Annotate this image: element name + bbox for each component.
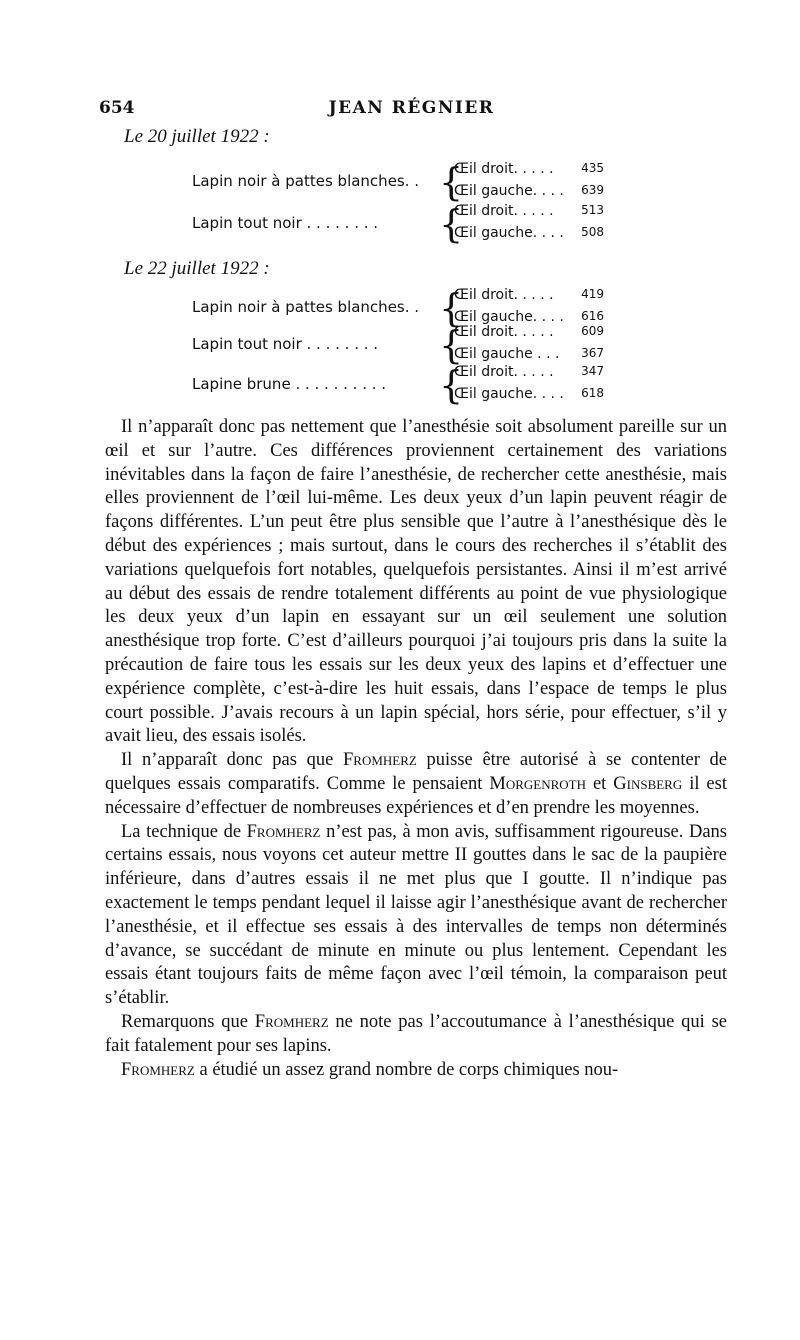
brace-icon: { bbox=[439, 323, 464, 367]
eye-value: 616 bbox=[581, 309, 604, 323]
brace-icon: { bbox=[439, 286, 464, 330]
author-name: Fromherz bbox=[246, 821, 321, 842]
author-name: Ginsberg bbox=[613, 773, 683, 794]
eye-label: Œil droit. . . . . bbox=[454, 287, 554, 303]
author-name: Morgenroth bbox=[489, 773, 586, 794]
animal-label: Lapin noir à pattes blanches. . bbox=[192, 298, 420, 316]
measurement-group bbox=[192, 161, 632, 205]
eye-label: Œil droit. . . . . bbox=[454, 161, 554, 177]
author-name: Fromherz bbox=[342, 750, 417, 771]
eye-label: Œil gauche. . . . bbox=[454, 225, 564, 241]
eye-label: Œil gauche. . . . bbox=[454, 309, 564, 325]
paragraph: Fromherz a étudié un assez grand nombre de corps chimiques nou- bbox=[121, 1059, 619, 1080]
eye-label: Œil droit. . . . . bbox=[454, 203, 554, 219]
brace-icon: { bbox=[439, 202, 464, 246]
date-heading-1: Le 20 juillet 1922 : bbox=[124, 126, 270, 147]
measurement-row bbox=[454, 386, 604, 406]
brace-icon: { bbox=[439, 160, 464, 204]
eye-value: 639 bbox=[581, 183, 604, 197]
eye-label: Œil gauche. . . . bbox=[454, 386, 564, 402]
animal-label: Lapin tout noir . . . . . . . . bbox=[192, 214, 379, 232]
measurement-group bbox=[192, 324, 632, 368]
page-header bbox=[99, 98, 724, 122]
body-text bbox=[105, 416, 727, 1082]
page-number: 654 bbox=[99, 98, 135, 118]
eye-value: 609 bbox=[581, 324, 604, 338]
measurement-row bbox=[454, 225, 604, 245]
eye-value: 347 bbox=[581, 364, 604, 378]
eye-label: Œil gauche. . . . bbox=[454, 183, 564, 199]
date-heading-2: Le 22 juillet 1922 : bbox=[124, 258, 270, 279]
paragraph: Remarquons que Fromherz ne note pas l’accoutumance à l’anesthésique qui se fait fatalement pour ses lapins. bbox=[105, 1011, 727, 1056]
measurement-group bbox=[192, 364, 632, 408]
author-name: Fromherz bbox=[121, 1059, 195, 1080]
paragraph: Il n’apparaît donc pas que Fromherz puisse être autorisé à se contenter de quelques essais comparatifs. Comme le pensaient Morgenroth et Ginsberg il est nécessaire d’effectuer de nombreuses expériences et d’en prendre les moyennes. bbox=[105, 750, 727, 818]
animal-label: Lapin noir à pattes blanches. . bbox=[192, 172, 420, 190]
running-title: JEAN RÉGNIER bbox=[328, 98, 495, 118]
paragraph: La technique de Fromherz n’est pas, à mon avis, suffisamment rigoureuse. Dans certains essais, nous voyons cet auteur mettre II gouttes dans le sac de la paupière inférieure, dans d’autres essais il ne met plus que I goutte. Il n’indique pas exactement le temps pendant lequel il laisse agir l’anesthésique avant de rechercher l’anesthésie, et il effectue ses essais à des intervalles de temps non déterminés d’avance, se succédant de minute en minute ou plus lentement. Cependant les essais étant toujours faits de même façon avec l’œil témoin, la comparaison peut s’établir. bbox=[105, 821, 727, 1009]
animal-label: Lapin tout noir . . . . . . . . bbox=[192, 335, 379, 353]
eye-value: 419 bbox=[581, 287, 604, 301]
author-name: Fromherz bbox=[254, 1011, 329, 1032]
eye-label: Œil droit. . . . . bbox=[454, 364, 554, 380]
measurement-row bbox=[454, 183, 604, 203]
eye-value: 618 bbox=[581, 386, 604, 400]
measurement-row bbox=[454, 364, 604, 384]
eye-label: Œil gauche . . . bbox=[454, 346, 560, 362]
animal-label: Lapine brune . . . . . . . . . . bbox=[192, 375, 387, 393]
measurement-row bbox=[454, 346, 604, 366]
paragraph: Il n’apparaît donc pas nettement que l’anesthésie soit absolument pareille sur un œil et sur l’autre. Ces différences proviennent certainement des variations inévitables dans la façon de faire l’anesthésie, de rechercher cette anesthésie, mais elles proviennent de l’œil lui-même. Les deux yeux d’un lapin peuvent réagir de façons différentes. L’un peut être plus sensible que l’autre à l’anesthésique dès le début des expériences ; mais surtout, dans le cours des recherches il s’établit des variations quelquefois fort notables, quelquefois persistantes. Ainsi il m’est arrivé au début des essais de rendre totalement différents au point de vue physiologique les deux yeux d’un lapin en essayant sur un œil seulement une solution anesthésique trop forte. C’est d’ailleurs pourquoi j’ai toujours pris dans la suite la précaution de faire tous les essais sur les deux yeux des lapins et d’effectuer une expérience complète, c’est-à-dire les huit essais, dans l’espace de temps le plus court possible. J’avais recours à un lapin spécial, hors série, pour effectuer, s’il y avait lieu, des essais isolés. bbox=[105, 417, 727, 747]
eye-label: Œil droit. . . . . bbox=[454, 324, 554, 340]
measurement-row bbox=[454, 287, 604, 307]
measurement-row bbox=[454, 324, 604, 344]
measurement-row bbox=[454, 203, 604, 223]
measurement-group bbox=[192, 203, 632, 247]
eye-value: 508 bbox=[581, 225, 604, 239]
eye-value: 513 bbox=[581, 203, 604, 217]
measurement-row bbox=[454, 161, 604, 181]
eye-value: 435 bbox=[581, 161, 604, 175]
brace-icon: { bbox=[439, 363, 464, 407]
eye-value: 367 bbox=[581, 346, 604, 360]
